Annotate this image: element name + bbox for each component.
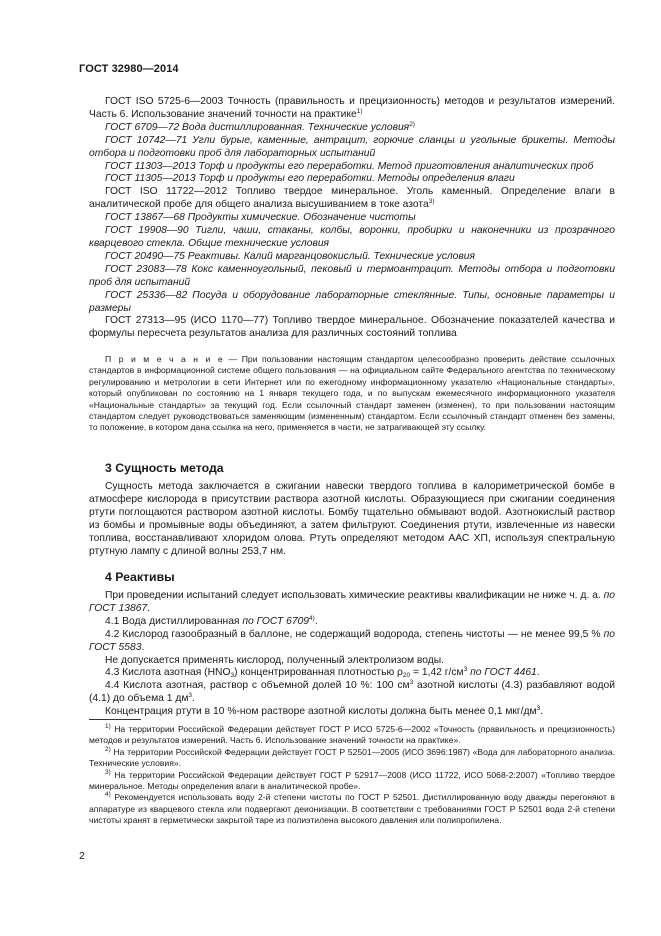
paragraph: 4.2 Кислород газообразный в баллоне, не содержащий водорода, степень чистоты — не менее 99,5 % по ГОСТ 5583. bbox=[89, 628, 615, 653]
paragraph: 4.1 Вода дистиллированная по ГОСТ 6709$^{4)}$. bbox=[105, 614, 318, 627]
note-block bbox=[89, 354, 615, 434]
paragraph: 4.4 Кислота азотная, раствор с объемной долей 10 %: 100 $см^3$ азотной кислоты (4.3) разбавляют водой (4.1) до объема 1 $дм^3$. bbox=[89, 679, 615, 705]
section-4-title: 4 Реактивы bbox=[105, 570, 175, 584]
ref-item: ГОСТ ISO 11722—2012 Топливо твердое минеральное. Уголь каменный. Определение влаги в аналитической пробе для общего анализа высушиванием в токе азота$^{3)}$ bbox=[89, 186, 615, 211]
ref-item: ГОСТ 20490—75 Реактивы. Калий марганцовокислый. Технические условия bbox=[105, 250, 475, 262]
note-text: — При пользовании настоящим стандартом целесообразно проверить действие ссылочных стандартов в информационной системе общего пользования — на официальном сайте Федерального агентства по техническому регулированию и метрологии в сети Интернет или по ежегодному информационному указателю «Национальные стандарты», который опубликован по состоянию на 1 января текущего года, и по выпускам ежемесячного информационного указателя «Национальные стандарты» за текущий год. Если ссылочный стандарт заменен (изменен), то при пользовании настоящим стандартом следует руководствоваться заменяющим (измененным) стандартом. Если ссылочный стандарт отменен без замены, то положение, в котором дана ссылка на него, применяется в части, не затрагивающей эту ссылку. bbox=[89, 354, 616, 433]
page-number: 2 bbox=[79, 850, 85, 862]
ref-item: ГОСТ 11303—2013 Торф и продукты его переработки. Метод приготовления аналитических проб bbox=[105, 160, 594, 172]
footnote: $^{4)}$ Рекомендуется использовать воду 2-й степени чистоты по ГОСТ Р 52501. Дистиллированную воду дважды перегоняют в аппаратуре из кварцевого стекла или подвергают деионизации. В соответствии с требованиями ГОСТ Р 52501 вода 2-й степени чистоты хранят в герметически закрытой таре из полиэтилена высокого давления или полипропилена. bbox=[89, 791, 615, 826]
paragraph: При проведении испытаний следует использовать химические реактивы квалификации не ниже ч. д. а. по ГОСТ 13867. bbox=[89, 590, 615, 614]
ref-item: ГОСТ 19908—90 Тигли, чаши, стаканы, колбы, воронки, пробирки и наконечники из прозрачного кварцевого стекла. Общие технические условия bbox=[89, 225, 615, 249]
footnote: $^{3)}$ На территории Российской Федерации действует ГОСТ Р 52917—2008 (ИСО 11722, ИСО 5068-2:2007) «Топливо твердое минеральное. Методы определения влаги в аналитической пробе». bbox=[89, 768, 615, 792]
ref-item: ГОСТ 25336—82 Посуда и оборудование лабораторные стеклянные. Типы, основные параметры и размеры bbox=[89, 289, 615, 314]
paragraph: Концентрация ртути в 10 %-ном растворе азотной кислоты должна быть менее 0,1 мкг/$дм^3$. bbox=[105, 705, 544, 718]
ref-item: ГОСТ 10742—71 Угли бурые, каменные, антрацит, горючие сланцы и угольные брикеты. Методы отбора и подготовки проб для лабораторных испытаний bbox=[89, 134, 615, 159]
paragraph: 4.3 Кислота азотная $(HNO_3)$ концентрированная плотностью $\rho_{20} = 1,42$ $г/см^3$ по ГОСТ 4461. bbox=[105, 666, 540, 680]
ref-item: ГОСТ 23083—78 Кокс каменноугольный, пековый и термоантрацит. Методы отбора и подготовки проб для испытаний bbox=[89, 263, 615, 288]
references-list bbox=[89, 96, 615, 341]
ref-item: ГОСТ 27313—95 (ИСО 1170—77) Топливо твердое минеральное. Обозначение показателей качества и формулы пересчета результатов анализа для различных состояний топлива bbox=[89, 315, 615, 340]
document-header: ГОСТ 32980—2014 bbox=[79, 63, 179, 75]
paragraph: Не допускается применять кислород, полученный электролизом воды. bbox=[105, 654, 445, 666]
ref-item: ГОСТ 13867—68 Продукты химические. Обозначение чистоты bbox=[105, 212, 416, 224]
footnote: $^{2)}$ На территории Российской Федерации действует ГОСТ Р 52501—2005 (ИСО 3696:1987) «Вода для лабораторного анализа. Технические условия». bbox=[89, 745, 615, 769]
footnote-separator bbox=[89, 719, 141, 720]
section-3-title: 3 Сущность метода bbox=[105, 461, 224, 475]
footnote: $^{1)}$ На территории Российской Федерации действует ГОСТ Р ИСО 5725-6—2002 «Точность (правильность и прецизионность) методов и результатов измерений. Часть 6. Использование значений точности на практике». bbox=[89, 723, 615, 746]
ref-item: ГОСТ 6709—72 Вода дистиллированная. Технические условия$^{2)}$ bbox=[105, 120, 415, 133]
footnotes bbox=[89, 724, 615, 827]
section-4-body bbox=[89, 590, 615, 719]
note-label: П р и м е ч а н и е bbox=[105, 354, 225, 364]
section-3-body: Сущность метода заключается в сжигании навески твердого топлива в калориметрической бомбе в атмосфере кислорода в присутствии раствора азотной кислоты. Образующиеся при сжигании соединения ртути поглощаются раствором азотной кислоты. Бомбу тщательно обмывают водой. Азотнокислый раствор из бомбы и промывные воды объединяют, а затем фильтруют. Соединения ртути, извлеченные из навески топлива, восстанавливают хлоридом олова. Ртуть определяют методом ААС ХП, используя спектральную ртутную лампу с длиной волны 253,7 нм. bbox=[89, 481, 615, 557]
ref-item: ГОСТ ISO 5725-6—2003 Точность (правильность и прецизионность) методов и результатов измерений. Часть 6. Использование значений точности на практике$^{1)}$ bbox=[89, 96, 615, 120]
ref-item: ГОСТ 11305—2013 Торф и продукты его переработки. Методы определения влаги bbox=[105, 173, 515, 185]
